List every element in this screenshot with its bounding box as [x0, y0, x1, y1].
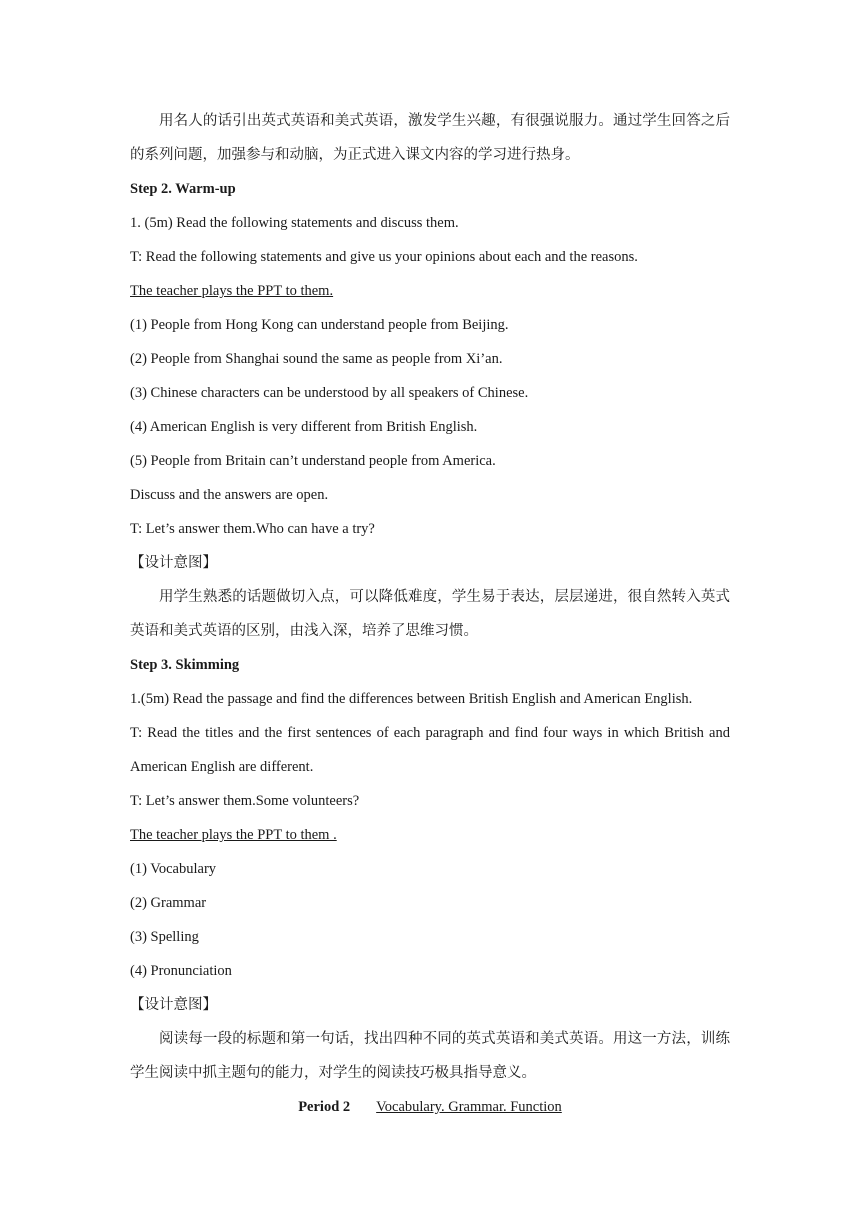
step3-task: 1.(5m) Read the passage and find the differences between British English and American English. [130, 691, 693, 707]
difference-item: (2) Grammar [130, 895, 207, 911]
period-heading [130, 1090, 730, 1124]
difference-item: (4) Pronunciation [130, 963, 232, 979]
document-page [130, 104, 730, 1124]
statement-item: (2) People from Shanghai sound the same as people from Xi’an. [130, 351, 503, 367]
design-intent-label: 【设计意图】 [130, 997, 217, 1013]
period-label: Period 2 [298, 1099, 351, 1115]
statement-item: (4) American English is very different from British English. [130, 419, 478, 435]
difference-item: (1) Vocabulary [130, 861, 217, 877]
period-title: Vocabulary. Grammar. Function [376, 1099, 562, 1115]
step3-heading: Step 3. Skimming [130, 657, 240, 673]
step2-task: 1. (5m) Read the following statements and discuss them. [130, 215, 459, 231]
design-intent-paragraph: 用学生熟悉的话题做切入点，可以降低难度，学生易于表达，层层递进，很自然转入英式英语和美式英语的区别，由浅入深，培养了思维习惯。 [130, 589, 730, 639]
step3-prompt: T: Let’s answer them.Some volunteers? [130, 793, 360, 809]
step2-discuss-note: Discuss and the answers are open. [130, 487, 329, 503]
step2-prompt: T: Let’s answer them.Who can have a try? [130, 521, 375, 537]
design-intent-paragraph: 阅读每一段的标题和第一句话，找出四种不同的英式英语和美式英语。用这一方法，训练学生阅读中抓主题句的能力，对学生的阅读技巧极具指导意义。 [130, 1031, 730, 1081]
step3-ppt-note: The teacher plays the PPT to them . [130, 827, 337, 843]
step2-heading: Step 2. Warm-up [130, 181, 236, 197]
step3-teacher-instruction: T: Read the titles and the first sentences of each paragraph and find four ways in which British and American English are different. [130, 725, 730, 775]
step2-ppt-note: The teacher plays the PPT to them. [130, 283, 334, 299]
intro-paragraph: 用名人的话引出英式英语和美式英语，激发学生兴趣，有很强说服力。通过学生回答之后的系列问题，加强参与和动脑，为正式进入课文内容的学习进行热身。 [130, 113, 730, 163]
step2-teacher-instruction: T: Read the following statements and give us your opinions about each and the reasons. [130, 249, 638, 265]
statement-item: (1) People from Hong Kong can understand people from Beijing. [130, 317, 509, 333]
design-intent-label: 【设计意图】 [130, 555, 217, 571]
statement-item: (3) Chinese characters can be understood by all speakers of Chinese. [130, 385, 529, 401]
difference-item: (3) Spelling [130, 929, 199, 945]
statement-item: (5) People from Britain can’t understand people from America. [130, 453, 496, 469]
